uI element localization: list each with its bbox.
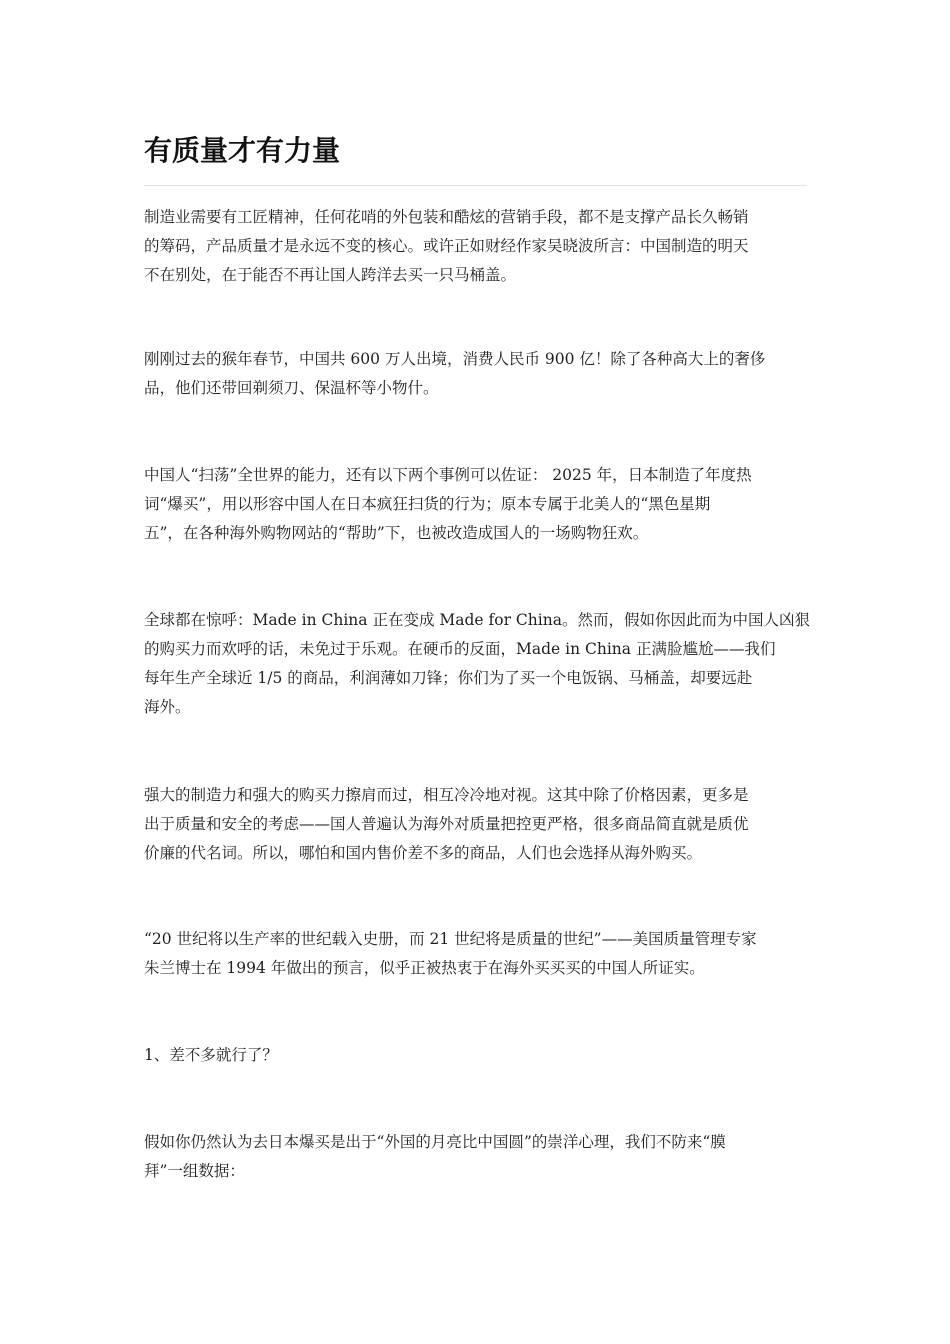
paragraph-spring-festival <box>144 345 807 403</box>
section-heading-1 <box>144 1041 807 1070</box>
paragraph-line: 刚刚过去的猴年春节，中国共 600 万人出境，消费人民币 900 亿！除了各种高大上的奢侈 <box>144 350 766 368</box>
paragraph-line: 词“爆买”，用以形容中国人在日本疯狂扫货的行为；原本专属于北美人的“黑色星期 <box>144 495 711 513</box>
paragraph-line: 海外。 <box>144 698 191 716</box>
paragraph-intro <box>144 203 807 290</box>
paragraph-manufacturing-power <box>144 781 807 868</box>
article-title: 有质量才有力量 <box>144 134 341 167</box>
paragraph-line: 全球都在惊呼：Made in China 正在变成 Made for China。然而，假如你因此而为中国人凶狠 <box>144 611 810 629</box>
paragraph-sweep-world <box>144 461 807 548</box>
paragraph-line: 朱兰博士在 1994 年做出的预言，似乎正被热衷于在海外买买买的中国人所证实。 <box>144 959 705 977</box>
paragraph-line: 的购买力而欢呼的话，未免过于乐观。在硬币的反面，Made in China 正满脸尴尬——我们 <box>144 640 776 658</box>
paragraph-line: 制造业需要有工匠精神，任何花哨的外包装和酷炫的营销手段，都不是支撑产品长久畅销 <box>144 208 749 226</box>
paragraph-line: 五”，在各种海外购物网站的“帮助”下，也被改造成国人的一场购物狂欢。 <box>144 524 649 542</box>
title-divider <box>144 185 807 186</box>
paragraph-line: 假如你仍然认为去日本爆买是出于“外国的月亮比中国圆”的崇洋心理，我们不防来“膜 <box>144 1133 726 1151</box>
paragraph-line: 拜”一组数据： <box>144 1162 245 1180</box>
paragraph-line: 1、差不多就行了？ <box>144 1046 278 1064</box>
paragraph-line: 中国人“扫荡”全世界的能力，还有以下两个事例可以佐证： 2025 年，日本制造了年度热 <box>144 466 752 484</box>
paragraph-line: 每年生产全球近 1/5 的商品，利润薄如刀锋；你们为了买一个电饭锅、马桶盖，却要远赴 <box>144 669 753 687</box>
paragraph-data-intro <box>144 1128 807 1186</box>
paragraph-line: “20 世纪将以生产率的世纪载入史册，而 21 世纪将是质量的世纪”——美国质量管理专家 <box>144 930 757 948</box>
paragraph-made-in-china <box>144 606 810 722</box>
paragraph-line: 出于质量和安全的考虑——国人普遍认为海外对质量把控更严格，很多商品简直就是质优 <box>144 815 749 833</box>
paragraph-quality-century <box>144 925 807 983</box>
paragraph-line: 的筹码，产品质量才是永远不变的核心。或许正如财经作家吴晓波所言：中国制造的明天 <box>144 237 749 255</box>
paragraph-line: 强大的制造力和强大的购买力擦肩而过，相互冷冷地对视。这其中除了价格因素，更多是 <box>144 786 749 804</box>
paragraph-line: 不在别处，在于能否不再让国人跨洋去买一只马桶盖。 <box>144 266 517 284</box>
paragraph-line: 品，他们还带回剃须刀、保温杯等小物什。 <box>144 379 439 397</box>
paragraph-line: 价廉的代名词。所以，哪怕和国内售价差不多的商品，人们也会选择从海外购买。 <box>144 844 703 862</box>
